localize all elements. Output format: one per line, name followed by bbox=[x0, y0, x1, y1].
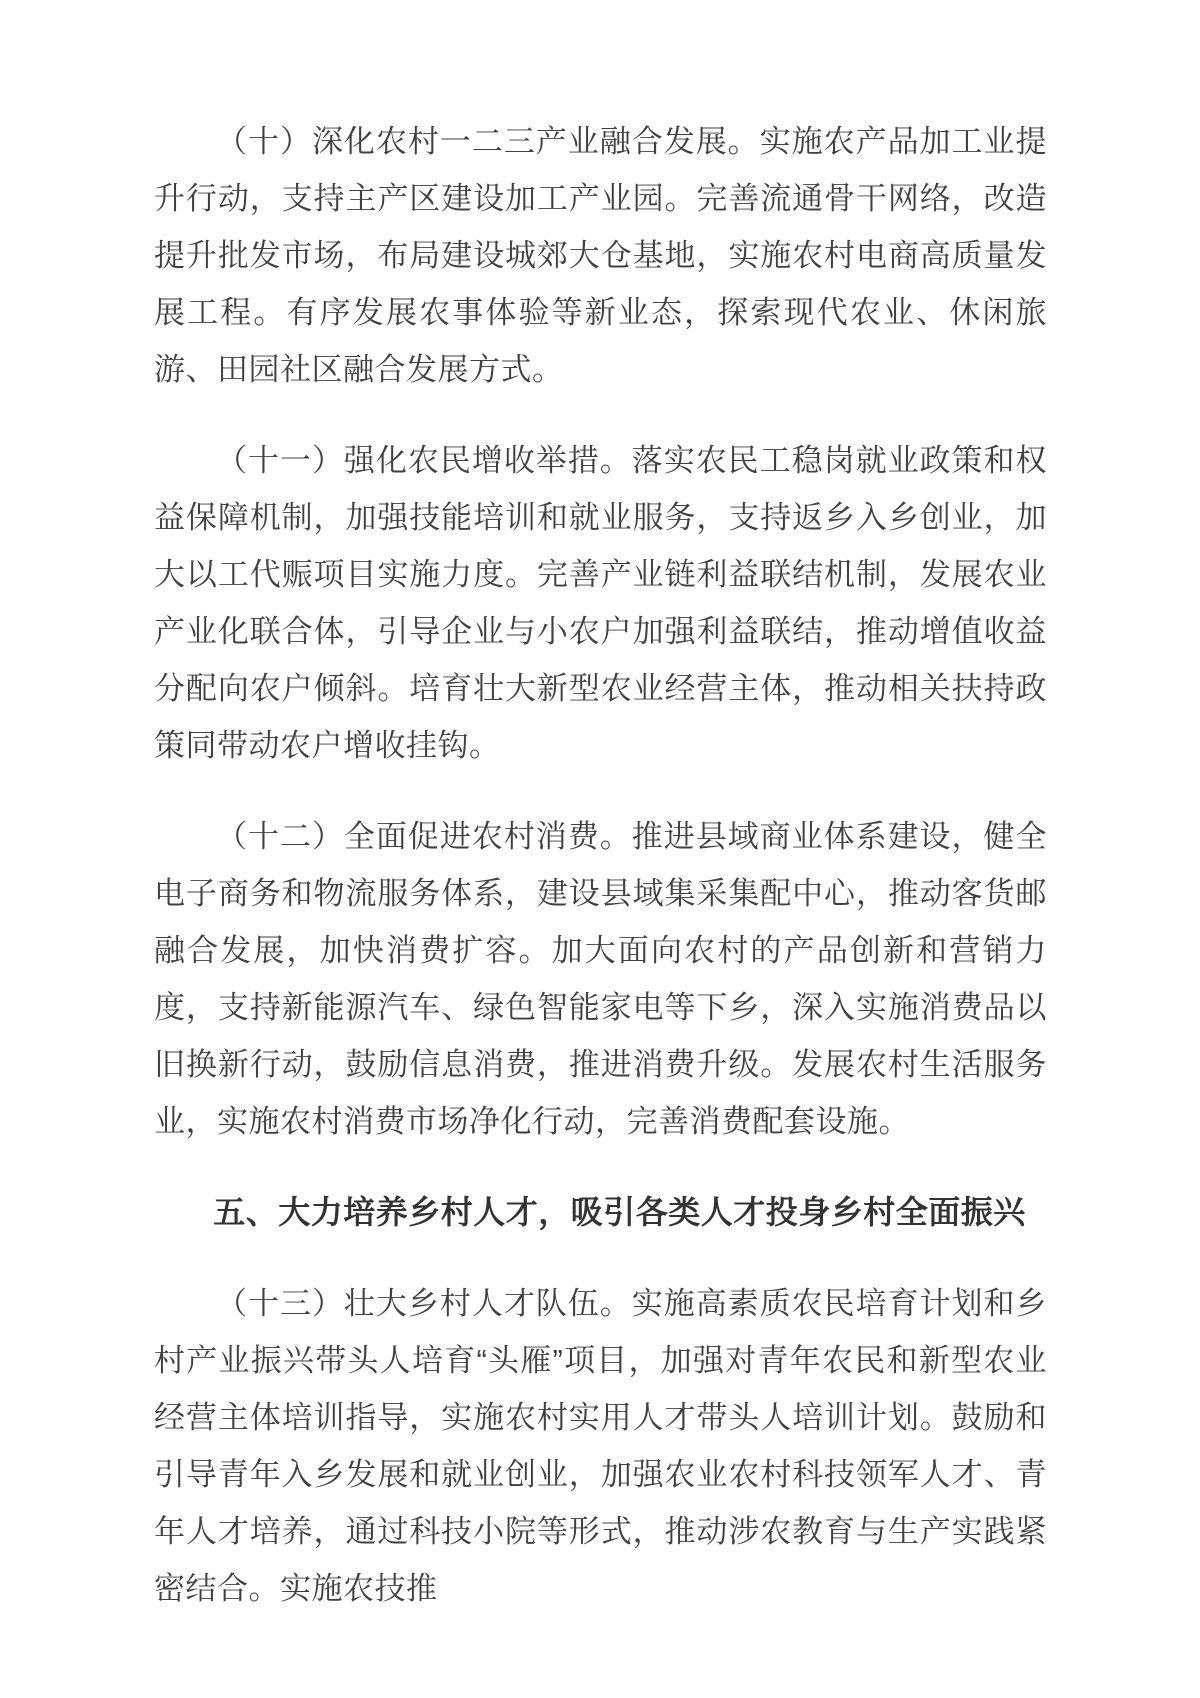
paragraph-item-12: （十二）全面促进农村消费。推进县域商业体系建设，健全电子商务和物流服务体系，建设县域集采集配中心，推动客货邮融合发展，加快消费扩容。加大面向农村的产品创新和营销力度，支持新能源汽车、绿色智能家电等下乡，深入实施消费品以旧换新行动，鼓励信息消费，推进消费升级。发展农村生活服务业，实施农村消费市场净化行动，完善消费配套设施。 bbox=[154, 819, 1047, 1139]
paragraph-item-13: （十三）壮大乡村人才队伍。实施高素质农民培育计划和乡村产业振兴带头人培育“头雁”项目，加强对青年农民和新型农业经营主体培训指导，实施农村实用人才带头人培训计划。鼓励和引导青年入乡发展和就业创业，加强农业农村科技领军人才、青年人才培养，通过科技小院等形式，推动涉农教育与生产实践紧密结合。实施农技推 bbox=[154, 1286, 1047, 1606]
section-heading-5: 五、大力培养乡村人才，吸引各类人才投身乡村全面振兴 bbox=[213, 1194, 1026, 1230]
paragraph-item-10: （十）深化农村一二三产业融合发展。实施农产品加工业提升行动，支持主产区建设加工产业园。完善流通骨干网络，改造提升批发市场，布局建设城郊大仓基地，实施农村电商高质量发展工程。有序发展农事体验等新业态，探索现代农业、休闲旅游、田园社区融合发展方式。 bbox=[154, 124, 1047, 387]
paragraph-item-11: （十一）强化农民增收举措。落实农民工稳岗就业政策和权益保障机制，加强技能培训和就业服务，支持返乡入乡创业，加大以工代赈项目实施力度。完善产业链利益联结机制，发展农业产业化联合体，引导企业与小农户加强利益联结，推动增值收益分配向农户倾斜。培育壮大新型农业经营主体，推动相关扶持政策同带动农户增收挂钩。 bbox=[154, 443, 1047, 763]
